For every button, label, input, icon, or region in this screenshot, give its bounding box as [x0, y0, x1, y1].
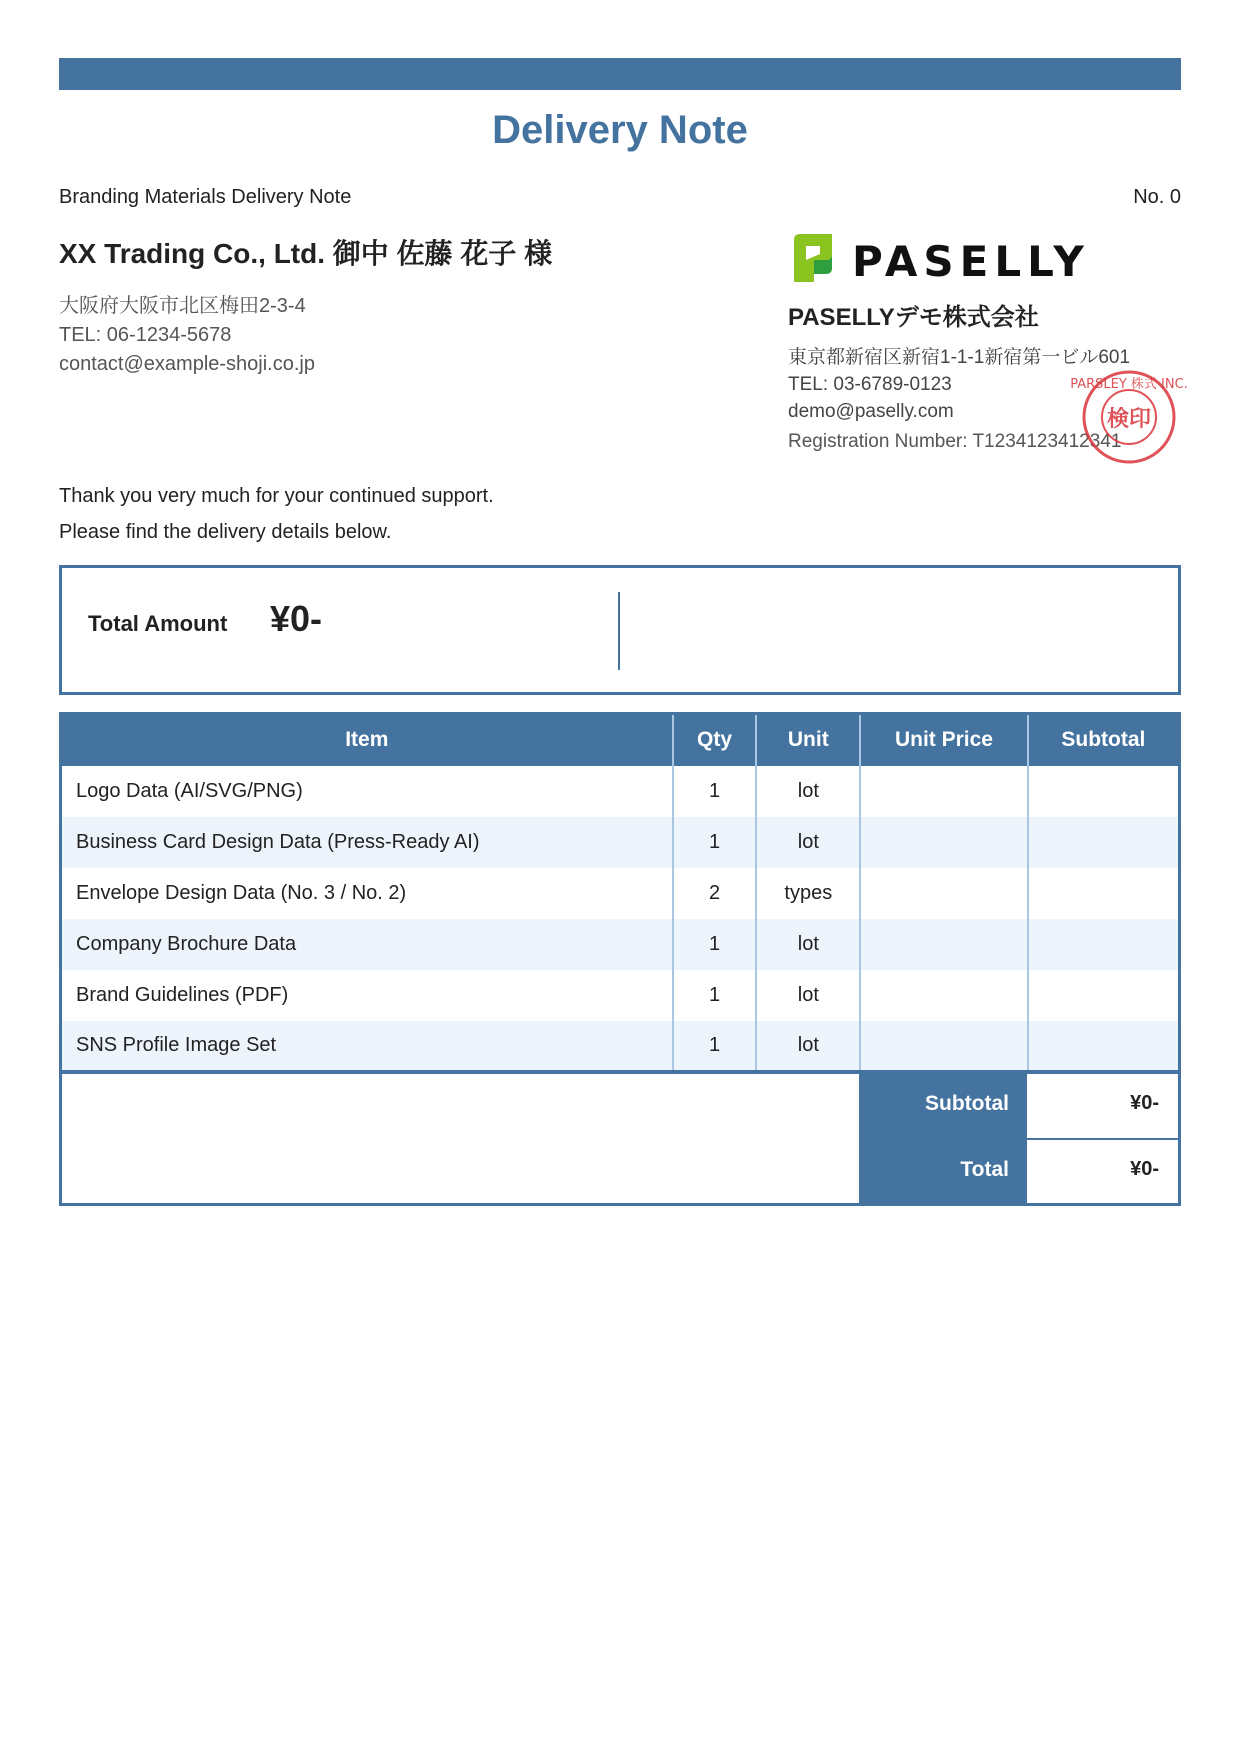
header-qty: Qty — [673, 714, 757, 766]
total-amount-label: Total Amount — [88, 611, 228, 636]
recipient-tel: TEL: 06-1234-5678 — [59, 324, 232, 346]
cell-subtotal — [1028, 1021, 1180, 1072]
cell-unit: lot — [756, 817, 860, 868]
registration-number: Registration Number: T1234123412341 — [788, 431, 1122, 452]
subtotal-value: ¥0- — [1130, 1092, 1159, 1114]
company-seal-stamp — [1070, 368, 1188, 466]
table-row — [61, 970, 1180, 1021]
seal-inner-text: 検印 — [1106, 407, 1152, 432]
page-title: Delivery Note — [492, 108, 748, 152]
cell-unit-price — [860, 1021, 1028, 1072]
greeting-text — [59, 478, 494, 550]
total-box-divider — [618, 592, 620, 670]
header-unit-price: Unit Price — [860, 714, 1028, 766]
totals-label-column — [859, 1074, 1027, 1205]
cell-qty: 2 — [673, 868, 757, 919]
recipient-name: XX Trading Co., Ltd. 御中 佐藤 花子 様 — [59, 238, 553, 269]
cell-item: Brand Guidelines (PDF) — [76, 983, 289, 1006]
recipient-address: 大阪府大阪市北区梅田2-3-4 — [59, 295, 306, 317]
greeting-line-2: Please find the delivery details below. — [59, 521, 392, 543]
cell-unit: lot — [756, 919, 860, 970]
totals-separator — [1027, 1138, 1181, 1140]
cell-subtotal — [1028, 919, 1180, 970]
total-label: Total — [960, 1158, 1009, 1181]
header-item: Item — [61, 714, 673, 766]
total-amount-value: ¥0- — [270, 598, 323, 639]
paselly-logo-icon — [788, 230, 1088, 286]
cell-unit: lot — [756, 766, 860, 817]
table-row — [61, 919, 1180, 970]
greeting-line-1: Thank you very much for your continued support. — [59, 485, 494, 507]
cell-unit-price — [860, 970, 1028, 1021]
total-value: ¥0- — [1130, 1158, 1159, 1180]
issuer-tel: TEL: 03-6789-0123 — [788, 374, 952, 395]
total-amount-box — [59, 565, 1181, 695]
cell-unit-price — [860, 817, 1028, 868]
recipient-email: contact@example-shoji.co.jp — [59, 353, 315, 375]
cell-subtotal — [1028, 868, 1180, 919]
document-subtitle: Branding Materials Delivery Note — [59, 186, 352, 208]
totals-section — [59, 1072, 1181, 1206]
cell-subtotal — [1028, 970, 1180, 1021]
table-row — [61, 766, 1180, 817]
cell-qty: 1 — [673, 817, 757, 868]
cell-unit-price — [860, 766, 1028, 817]
cell-item: Company Brochure Data — [61, 919, 673, 970]
table-header-row — [61, 714, 1180, 766]
cell-unit: lot — [756, 1021, 860, 1072]
cell-subtotal — [1028, 766, 1180, 817]
header-unit: Unit — [756, 714, 860, 766]
seal-outer-text: PARSLEY 株式 INC. — [1070, 377, 1188, 392]
cell-qty: 1 — [673, 919, 757, 970]
table-row — [61, 1021, 1180, 1072]
document-number: No. 0 — [1133, 186, 1181, 208]
cell-item: SNS Profile Image Set — [61, 1021, 673, 1072]
header-subtotal: Subtotal — [1028, 714, 1180, 766]
logo-wordmark: PASELLY — [852, 237, 1090, 286]
cell-unit-price — [860, 919, 1028, 970]
cell-unit: lot — [756, 970, 860, 1021]
issuer-email: demo@paselly.com — [788, 401, 954, 422]
table-row — [61, 868, 1180, 919]
cell-qty: 1 — [673, 970, 757, 1021]
cell-item: Business Card Design Data (Press-Ready AI) — [61, 817, 673, 868]
issuer-address: 東京都新宿区新宿1-1-1新宿第一ビル601 — [788, 347, 1131, 368]
recipient-details — [59, 292, 315, 379]
issuer-company-name: PASELLYデモ株式会社 — [788, 304, 1039, 331]
company-logo — [788, 230, 1088, 286]
cell-unit-price — [860, 868, 1028, 919]
items-table — [59, 712, 1181, 1073]
seal-icon — [1070, 368, 1188, 466]
cell-item: Logo Data (AI/SVG/PNG) — [76, 779, 303, 802]
header-accent-bar — [59, 58, 1181, 90]
cell-qty: 1 — [673, 1021, 757, 1072]
cell-unit: types — [756, 868, 860, 919]
subtotal-label: Subtotal — [925, 1092, 1009, 1115]
cell-item: Envelope Design Data (No. 3 / No. 2) — [76, 881, 407, 904]
cell-subtotal — [1028, 817, 1180, 868]
table-row — [61, 817, 1180, 868]
cell-qty: 1 — [673, 766, 757, 817]
